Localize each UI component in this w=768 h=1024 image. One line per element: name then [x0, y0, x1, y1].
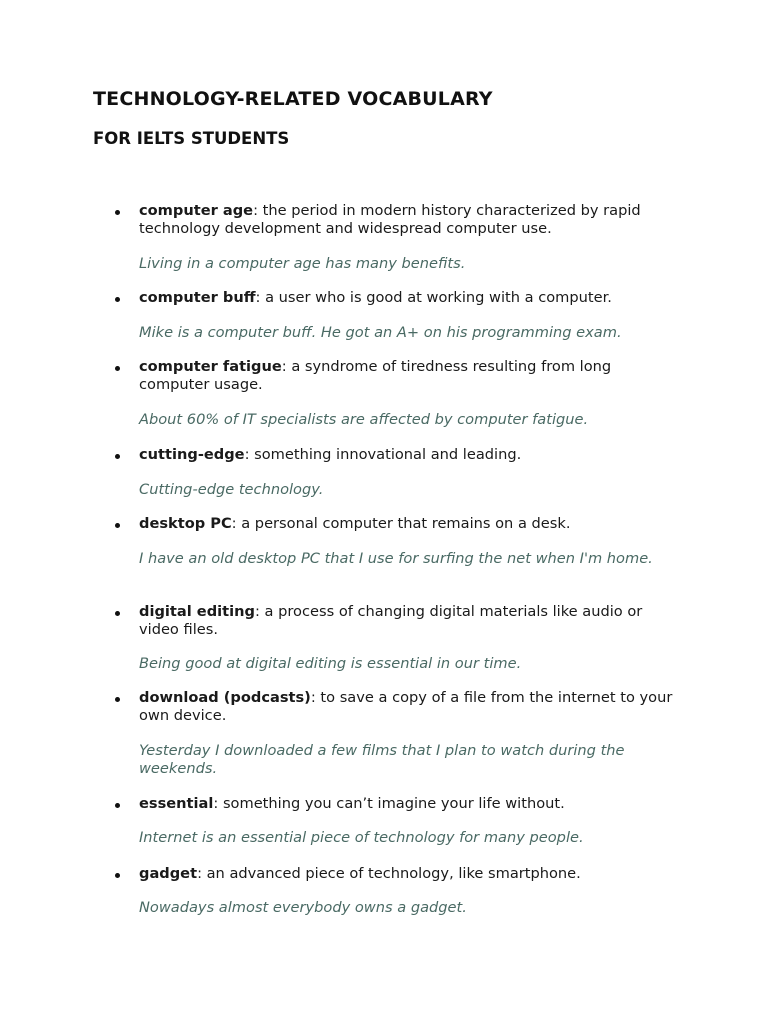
definition-text: : something you can’t imagine your life without. — [213, 795, 565, 812]
bullet-icon — [115, 523, 120, 528]
term: download (podcasts) — [139, 689, 311, 706]
definition-text: : a process of changing digital materials like audio or video files. — [139, 603, 643, 638]
bullet-icon — [115, 366, 120, 371]
definition-text: : a syndrome of tiredness resulting from long computer usage. — [139, 358, 612, 393]
term: computer fatigue — [139, 358, 282, 375]
definition-text: : an advanced piece of technology, like smartphone. — [197, 865, 581, 882]
page-subtitle: FOR IELTS STUDENTS — [93, 129, 290, 148]
bullet-icon — [115, 611, 120, 616]
bullet-icon — [115, 697, 120, 702]
term: desktop PC — [139, 515, 232, 532]
definition-text: : something innovational and leading. — [244, 446, 522, 463]
example-sentence: About 60% of IT specialists are affected by computer fatigue. — [139, 411, 589, 428]
definition — [139, 795, 679, 813]
bullet-icon — [115, 297, 120, 302]
example-sentence: Internet is an essential piece of technology for many people. — [139, 829, 584, 846]
term: cutting-edge — [139, 446, 245, 463]
definition — [139, 289, 679, 307]
term: digital editing — [139, 603, 255, 620]
example-sentence: Living in a computer age has many benefits. — [139, 255, 466, 272]
bullet-icon — [115, 210, 120, 215]
definition — [139, 446, 679, 464]
definition-text: : to save a copy of a file from the internet to your own device. — [139, 689, 673, 724]
example-sentence: Nowadays almost everybody owns a gadget. — [139, 899, 467, 916]
example-sentence: I have an old desktop PC that I use for surfing the net when I'm home. — [139, 550, 653, 567]
definition-text: : the period in modern history characterized by rapid technology development and widespread computer use. — [139, 202, 641, 237]
term: gadget — [139, 865, 198, 882]
definition — [139, 865, 679, 883]
example-sentence: Being good at digital editing is essential in our time. — [139, 655, 522, 672]
definition — [139, 515, 679, 533]
bullet-icon — [115, 873, 120, 878]
definition — [139, 358, 679, 394]
bullet-icon — [115, 803, 120, 808]
definition — [139, 603, 679, 639]
example-sentence: Cutting-edge technology. — [139, 481, 324, 498]
definition — [139, 202, 679, 238]
term: computer buff — [139, 289, 256, 306]
example-sentence: Yesterday I downloaded a few films that I plan to watch during the weekends. — [139, 742, 625, 777]
term: essential — [139, 795, 214, 812]
example-sentence: Mike is a computer buff. He got an A+ on his programming exam. — [139, 324, 622, 341]
definition — [139, 689, 679, 725]
bullet-icon — [115, 454, 120, 459]
page-title: TECHNOLOGY-RELATED VOCABULARY — [93, 88, 493, 110]
definition-text: : a user who is good at working with a computer. — [255, 289, 612, 306]
term: computer age — [139, 202, 254, 219]
definition-text: : a personal computer that remains on a desk. — [231, 515, 571, 532]
